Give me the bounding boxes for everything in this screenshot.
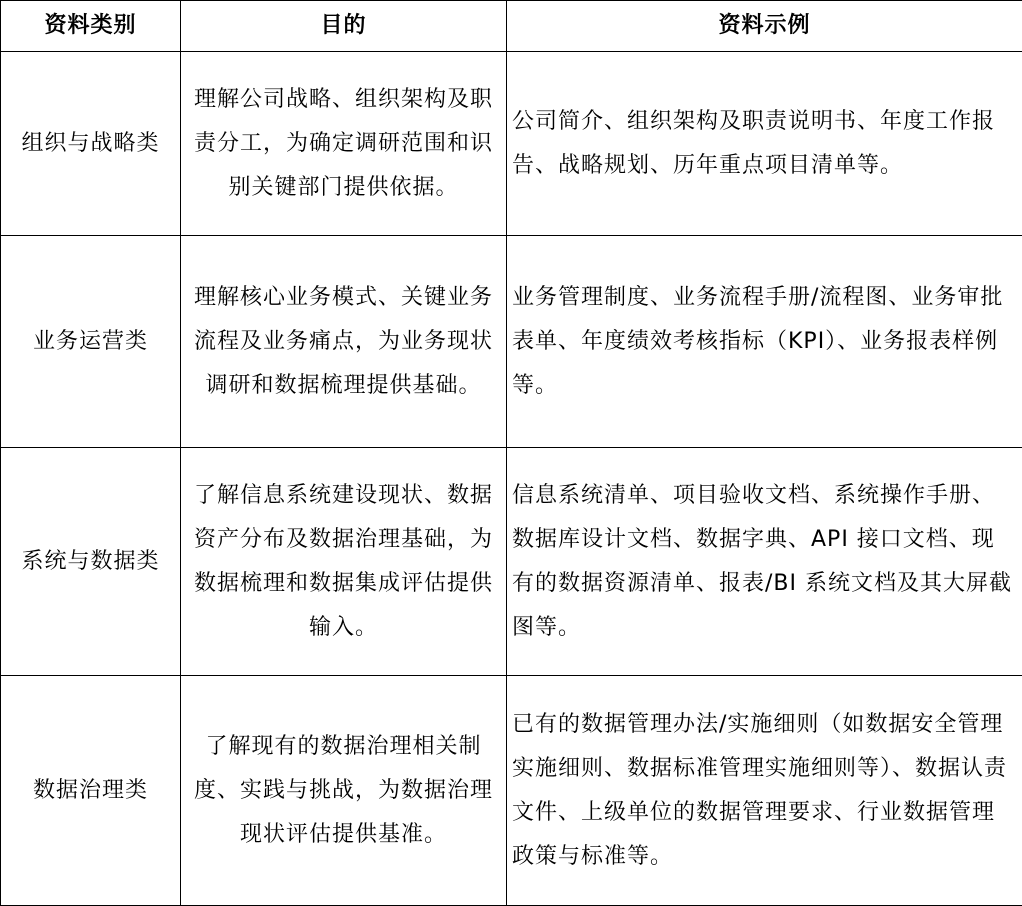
examples-cell: 已有的数据管理办法/实施细则（如数据安全管理实施细则、数据标准管理实施细则等）、数据认责文件、上级单位的数据管理要求、行业数据管理政策与标准等。	[507, 676, 1022, 906]
purpose-cell: 了解信息系统建设现状、数据资产分布及数据治理基础，为数据梳理和数据集成评估提供输入。	[181, 448, 507, 676]
table-row	[1, 676, 1022, 906]
category-cell: 组织与战略类	[1, 52, 181, 236]
header-category: 资料类别	[1, 1, 181, 52]
purpose-cell: 了解现有的数据治理相关制度、实践与挑战，为数据治理现状评估提供基准。	[181, 676, 507, 906]
table-row	[1, 52, 1022, 236]
examples-cell: 公司简介、组织架构及职责说明书、年度工作报告、战略规划、历年重点项目清单等。	[507, 52, 1022, 236]
examples-cell: 业务管理制度、业务流程手册/流程图、业务审批表单、年度绩效考核指标（KPI）、业务报表样例等。	[507, 236, 1022, 448]
category-cell: 数据治理类	[1, 676, 181, 906]
purpose-cell: 理解公司战略、组织架构及职责分工，为确定调研范围和识别关键部门提供依据。	[181, 52, 507, 236]
purpose-cell: 理解核心业务模式、关键业务流程及业务痛点，为业务现状调研和数据梳理提供基础。	[181, 236, 507, 448]
examples-cell: 信息系统清单、项目验收文档、系统操作手册、数据库设计文档、数据字典、API 接口文档、现有的数据资源清单、报表/BI 系统文档及其大屏截图等。	[507, 448, 1022, 676]
category-cell: 系统与数据类	[1, 448, 181, 676]
table-row	[1, 448, 1022, 676]
table-header-row	[1, 1, 1022, 52]
header-purpose: 目的	[181, 1, 507, 52]
table-row	[1, 236, 1022, 448]
header-examples: 资料示例	[507, 1, 1022, 52]
category-cell: 业务运营类	[1, 236, 181, 448]
